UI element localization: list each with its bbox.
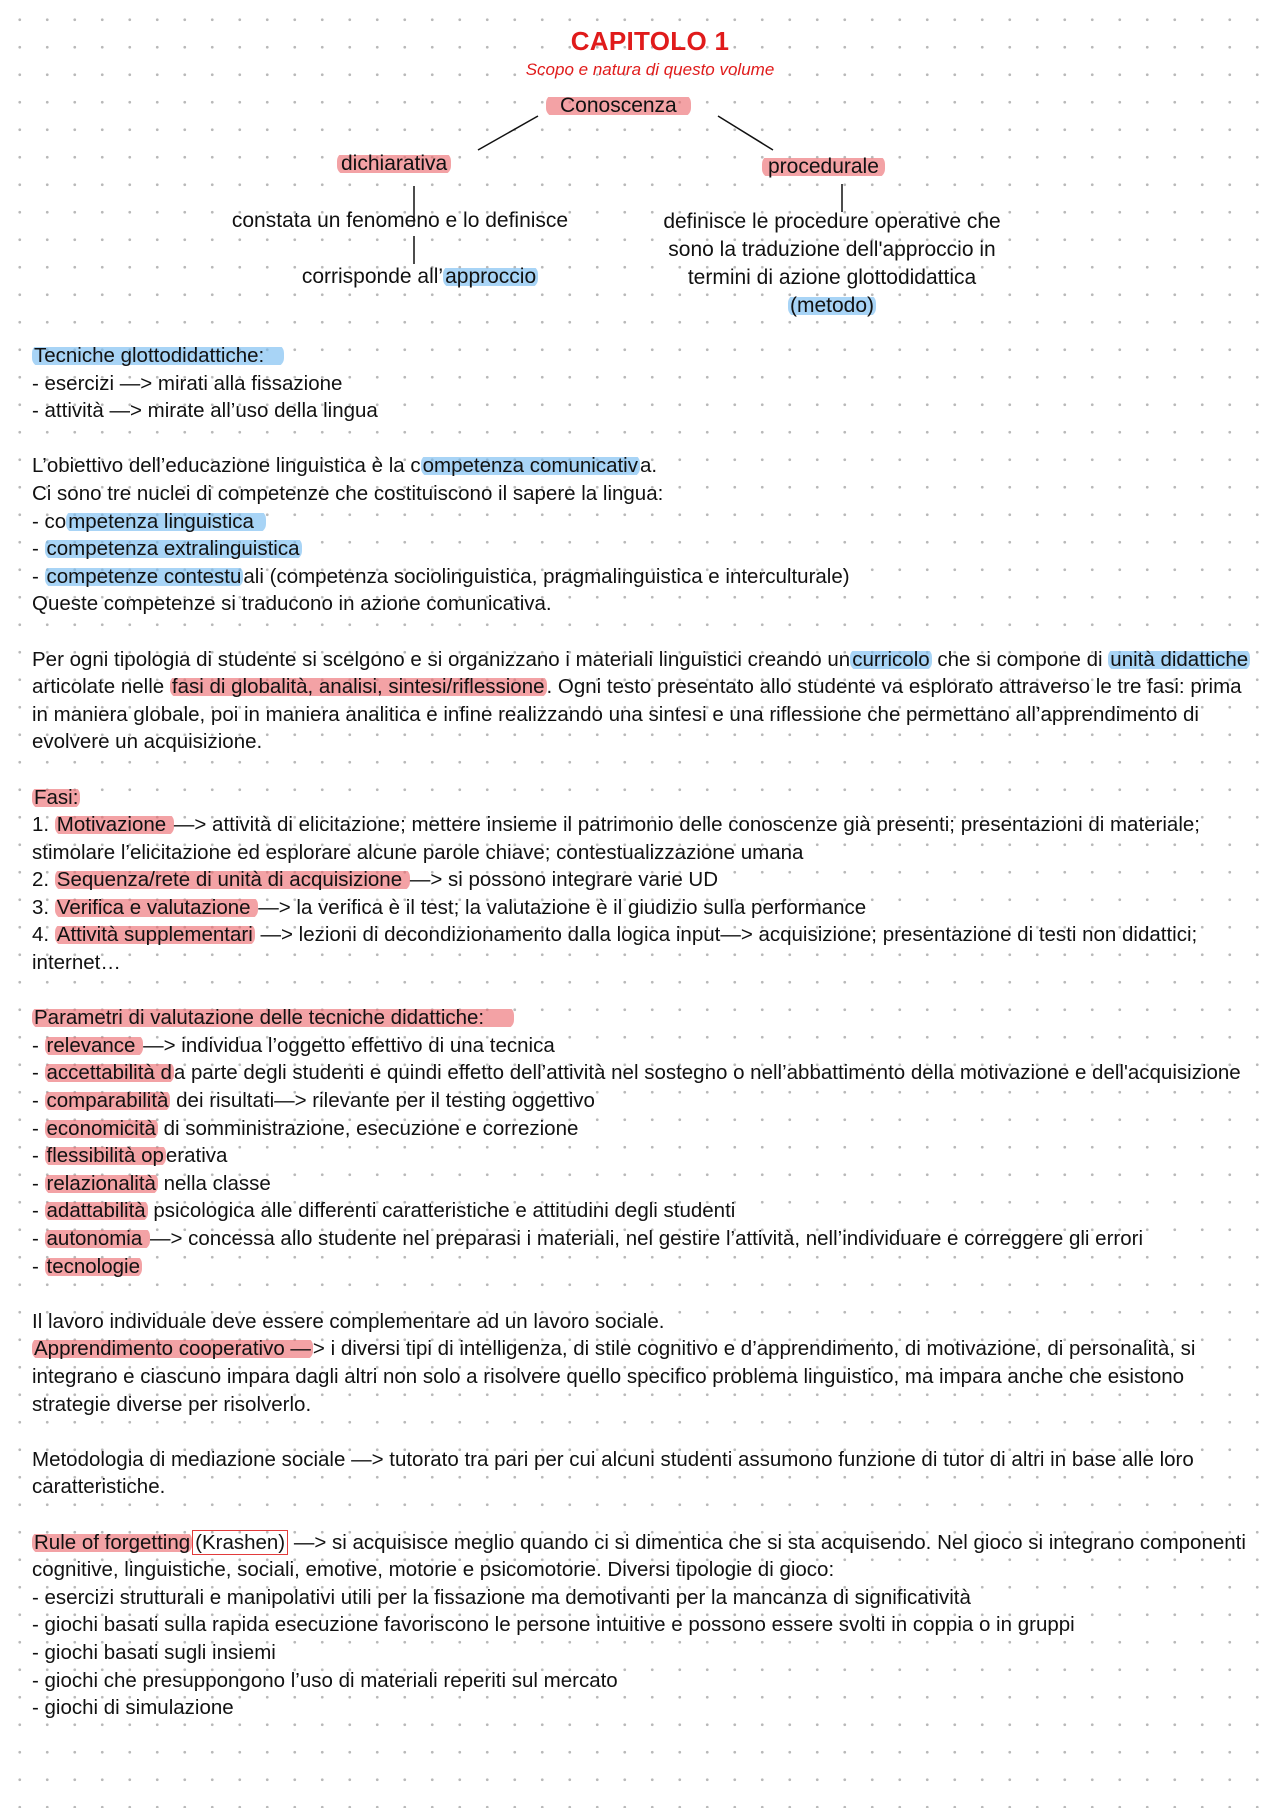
notes-body: [32, 342, 1262, 1722]
connector-root-right: [718, 116, 773, 150]
krashen-box: (Krashen): [192, 1530, 288, 1555]
connector-root-left: [478, 116, 538, 150]
section-fasi: [32, 784, 1262, 977]
list-item: - relevance —> individua l’oggetto effettivo di una tecnica: [32, 1033, 555, 1057]
list-item: - economicità di somministrazione, esecuzione e correzione: [32, 1116, 579, 1140]
section-parametri: [32, 1004, 1262, 1280]
list-item: - esercizi —> mirati alla fissazione: [32, 371, 343, 395]
diagram-node-dichiarativa: dichiarativa: [337, 152, 451, 176]
heading-tecniche: Tecniche glottodidattiche:: [32, 344, 284, 367]
section-cooperativo: Il lavoro individuale deve essere complementare ad un lavoro sociale. Apprendimento cooperativo —> i diversi tipi di intelligenza, di stile cognitivo e d’apprendimento, di motivazione, di personalità, si integrano e ciascuno impara dagli altri non solo a risolvere quello specifico problema linguistico, ma impara anche che esistono strategie diverse per risolverlo.: [32, 1309, 1196, 1416]
list-item: - giochi di simulazione: [32, 1696, 234, 1720]
section-gioco: Rule of forgetting (Krashen) —> si acquisisce meglio quando ci si dimentica che si sta acquisendo. Nel gioco si integrano componenti cognitive, linguistiche, sociali, emotive, motorie e psicomotorie. Diversi tipologie di gioco: - esercizi strutturali e manipolativi utili per la fissazione ma demotivanti per la mancanza di significatività - giochi basati sulla rapida esecuzione favoriscono le persone intuitive e possono essere svolti in coppia o in gruppi - giochi basati sugli insiemi - giochi che presuppongono l’uso di materiali reperiti sul mercato - giochi di simulazione: [32, 1529, 1262, 1722]
list-item: - giochi che presuppongono l’uso di materiali reperiti sul mercato: [32, 1668, 618, 1692]
list-item: - competenze contestuali (competenza sociolinguistica, pragmalinguistica e interculturale): [32, 564, 850, 588]
diagram-right-desc: definisce le procedure operative che sono la traduzione dell'approccio in termini di azione glottodidattica (metodo): [663, 210, 1001, 317]
section-competenze: L’obiettivo dell’educazione linguistica è la competenza comunicativa. Ci sono tre nuclei di competenze che costituiscono il sapere la lingua: - competenza linguistica - competenza extralinguistica - competenze contestuali (competenza sociolinguistica, pragmalinguistica e interculturale) Queste competenze si traducono in azione comunicativa.: [32, 452, 1262, 618]
list-item: - attività —> mirate all’uso della lingua: [32, 399, 378, 423]
page-subtitle: Scopo e natura di questo volume: [525, 60, 775, 79]
diagram-node-procedurale: procedurale: [762, 155, 885, 179]
list-item: - comparabilità dei risultati—> rilevante per il testing oggettivo: [32, 1089, 595, 1113]
list-item: - accettabilità da parte degli studenti e quindi effetto dell’attività nel sostegno o nell’abbattimento della motivazione e dell'acquisizione: [32, 1061, 1241, 1085]
list-item: - relazionalità nella classe: [32, 1171, 271, 1195]
section-tecniche: [32, 342, 1262, 425]
diagram-root: Conoscenza: [546, 94, 691, 118]
list-item: - adattabilità psicologica alle differenti caratteristiche e attitudini degli studenti: [32, 1199, 736, 1223]
list-item: - esercizi strutturali e manipolativi utili per la fissazione ma demotivanti per la mancanza di significatività: [32, 1585, 971, 1609]
heading-fasi: Fasi:: [34, 785, 79, 809]
list-item: 4. Attività supplementari —> lezioni di decondizionamento dalla logica input—> acquisizione; presentazione di testi non didattici; internet…: [32, 923, 1198, 975]
list-item: - autonomia —> concessa allo studente nel preparasi i materiali, nel gestire l’attività, nell’individuare e correggere gli errori: [32, 1227, 1144, 1250]
list-item: - competenza extralinguistica: [32, 537, 300, 561]
heading-parametri: Parametri di valutazione delle tecniche didattiche:: [32, 1006, 514, 1029]
diagram-left-desc: constata un fenomeno e lo definisce: [231, 209, 569, 232]
list-item: - tecnologie: [32, 1254, 140, 1278]
list-item: - giochi basati sugli insiemi: [32, 1640, 276, 1664]
list-item: - competenza linguistica: [32, 508, 1262, 536]
list-item: - giochi basati sulla rapida esecuzione favoriscono le persone intuitive e possono essere svolti in coppia o in gruppi: [32, 1613, 1075, 1637]
section-mediazione: Metodologia di mediazione sociale —> tutorato tra pari per cui alcuni studenti assumono funzione di tutor di altri in base alle loro caratteristiche.: [32, 1447, 1194, 1499]
list-item: 1. Motivazione —> attività di elicitazione; mettere insieme il patrimonio delle conoscenze già presenti; presentazioni di materiale; stimolare l’elicitazione ed esplorare alcune parole chiave; contestualizzazione umana: [32, 813, 1200, 864]
page-title: CAPITOLO 1: [570, 26, 730, 56]
list-item: 3. Verifica e valutazione —> la verifica è il test; la valutazione è il giudizio sulla performance: [32, 895, 867, 919]
list-item: - flessibilità operativa: [32, 1144, 228, 1168]
section-curricolo: Per ogni tipologia di studente si scelgono e si organizzano i materiali linguistici creando uncurricolo che si compone di unità didattiche articolate nelle fasi di globalità, analisi, sintesi/riflessione. Ogni testo presentato allo studente va esplorato attraverso le tre fasi: prima in maniera globale, poi in maniera analitica e infine realizzando una sintesi e una riflessione che permettano all’apprendimento di evolvere un acquisizione.: [32, 647, 1249, 754]
diagram-left-approccio: corrisponde all’approccio: [301, 265, 537, 288]
list-item: 2. Sequenza/rete di unità di acquisizione —> si possono integrare varie UD: [32, 868, 719, 892]
